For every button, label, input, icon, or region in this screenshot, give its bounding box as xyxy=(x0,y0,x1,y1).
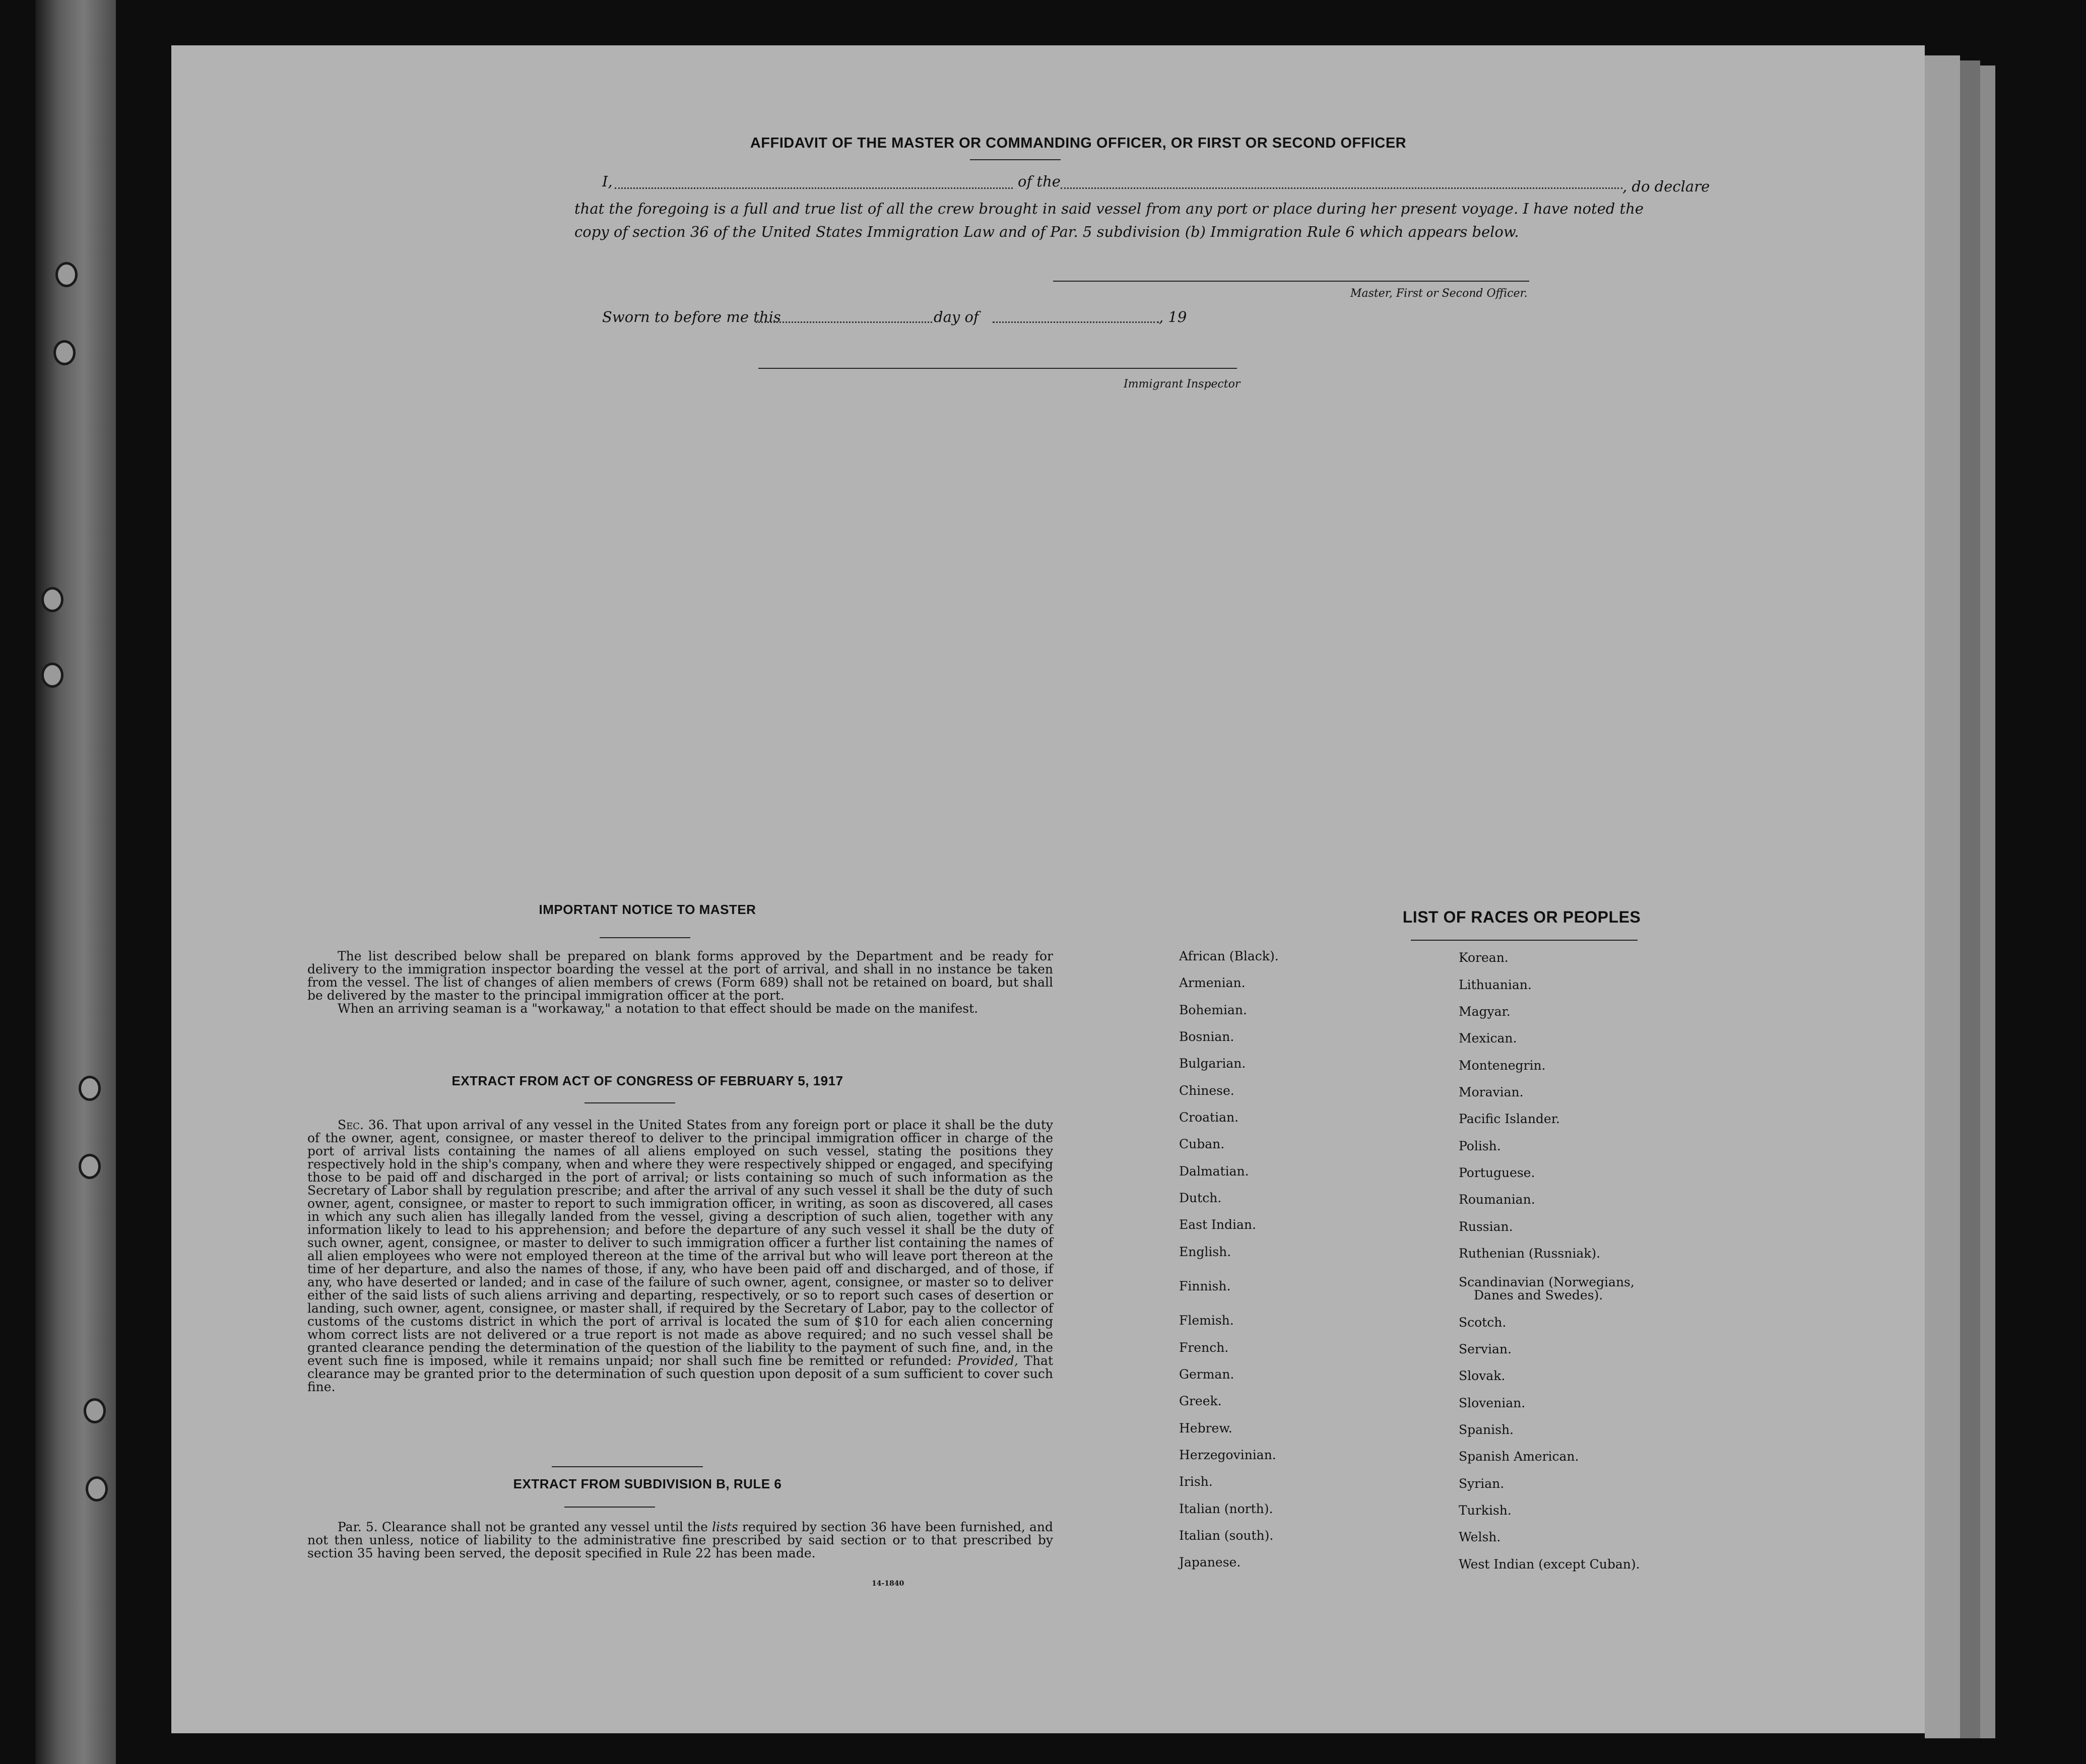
race-item: Montenegrin. xyxy=(1459,1058,1546,1073)
race-item: Mexican. xyxy=(1459,1031,1517,1046)
race-item: Roumanian. xyxy=(1459,1192,1535,1207)
sworn-month-field[interactable] xyxy=(993,321,1159,323)
race-item: English. xyxy=(1179,1245,1231,1259)
race-item: Italian (south). xyxy=(1179,1528,1274,1543)
race-item: Bulgarian. xyxy=(1179,1056,1246,1071)
sec-label: Sec. 36. xyxy=(338,1118,388,1132)
affidavit-line-2: that the foregoing is a full and true list of all the crew brought in said vessel from any port or place during her present voyage. I have noted the xyxy=(574,200,1644,217)
race-item: Turkish. xyxy=(1459,1503,1512,1518)
race-item: Greek. xyxy=(1179,1394,1222,1408)
rule-extract-text xyxy=(307,1521,1053,1560)
race-item: Herzegovinian. xyxy=(1179,1448,1276,1462)
binder-hole xyxy=(86,1476,108,1501)
manifest-page xyxy=(171,45,1925,1733)
race-item: Croatian. xyxy=(1179,1110,1239,1125)
race-item: Portuguese. xyxy=(1459,1165,1535,1180)
act-divider xyxy=(584,1102,675,1103)
act-extract-title: EXTRACT FROM ACT OF CONGRESS OF FEBRUARY 5, 1917 xyxy=(451,1073,843,1088)
race-item: Irish. xyxy=(1179,1474,1213,1489)
race-item: Italian (north). xyxy=(1179,1501,1273,1516)
sworn-day-field[interactable] xyxy=(756,321,932,323)
race-item: Danes and Swedes). xyxy=(1474,1288,1603,1302)
binder-hole xyxy=(84,1398,106,1423)
race-item: Scotch. xyxy=(1459,1315,1507,1330)
notice-paragraph-2: When an arriving seaman is a "workaway," a notation to that effect should be made on the manifest. xyxy=(338,1001,979,1016)
race-item: Dutch. xyxy=(1179,1191,1222,1205)
race-item: Russian. xyxy=(1459,1219,1513,1234)
race-item: West Indian (except Cuban). xyxy=(1459,1557,1640,1572)
rule-top-divider xyxy=(552,1466,703,1467)
year-label: , 19 xyxy=(1159,308,1187,325)
race-item: Servian. xyxy=(1459,1342,1512,1356)
rule-text-a: Par. 5. Clearance shall not be granted any vessel until the xyxy=(338,1520,708,1534)
page-edge xyxy=(1925,55,1960,1738)
name-field[interactable] xyxy=(615,187,1013,189)
binder-hole xyxy=(79,1076,101,1101)
binder-hole xyxy=(79,1154,101,1179)
act-text-end: That clearance may be granted prior to the determination of such question upon deposit of a sum sufficient to cover such fine. xyxy=(307,1353,1054,1394)
notice-paragraph-1: The list described below shall be prepared on blank forms approved by the Department and be ready for delivery to the immigration inspector boarding the vessel at the port of arrival, and shall in no instance be taken from the vessel. The list of changes of alien members of crews (Form 689) shall not be retained on board, but shall be delivered by the master to the principal immigration officer at the port. xyxy=(307,949,1053,1003)
race-item: Pacific Islander. xyxy=(1459,1112,1560,1126)
race-item: Armenian. xyxy=(1179,975,1246,990)
inspector-signature-line[interactable] xyxy=(758,368,1237,369)
race-item: Chinese. xyxy=(1179,1083,1234,1098)
provided-word: Provided, xyxy=(957,1353,1018,1368)
notice-divider xyxy=(600,937,690,938)
race-item: Scandinavian (Norwegians, xyxy=(1459,1275,1635,1289)
inspector-label: Immigrant Inspector xyxy=(1124,378,1241,390)
i-label: I, xyxy=(602,173,613,190)
day-of-label: day of xyxy=(934,308,979,325)
race-item: Dalmatian. xyxy=(1179,1164,1249,1179)
race-item: Bosnian. xyxy=(1179,1029,1234,1044)
master-signature-label: Master, First or Second Officer. xyxy=(1350,287,1528,300)
form-number: 14-1840 xyxy=(872,1580,904,1588)
race-item: Polish. xyxy=(1459,1139,1501,1153)
notice-title: IMPORTANT NOTICE TO MASTER xyxy=(539,902,756,917)
declare-label: , do declare xyxy=(1622,178,1710,195)
page-edge xyxy=(1980,66,1995,1738)
rule-extract-title: EXTRACT FROM SUBDIVISION B, RULE 6 xyxy=(513,1476,782,1491)
binder-hole xyxy=(55,262,78,287)
act-text: That upon arrival of any vessel in the United States from any foreign port or place it shall be the duty of the owner, agent, consignee, or master thereof to deliver to the principal immigration officer in charge of the port of arrival lists containing the names of all aliens employed on such vessel, stating the positions they respectively hold in the ship's company, when and where they were respectively shipped or engaged, and specifying those to be paid off and discharged in the port of arrival; or lists containing so much of such information as the Secretary of Labor shall by regulation prescribe; and after the arrival of any such vessel it shall be the duty of such owner, agent, consignee, or master to report to such immigration officer, in writing, as soon as discovered, all cases in which any such alien has illegally landed from the vessel, giving a description of such alien, together with any information likely to lead to his apprehension; and before the departure of any such vessel it shall be the duty of such owner, agent, consignee, or master to deliver to such immigration officer a further list containing the names of all alien employees who were not employed thereon at the time of the arrival but who will leave port thereon at the time of her departure, and also the names of those, if any, who have been paid off and discharged, and of those, if any, who have deserted or landed; and in case of the failure of such owner, agent, consignee, or master so to deliver either of the said lists of such aliens arriving and departing, respectively, or so to report such cases of desertion or landing, such owner, agent, consignee, or master shall, if required by the Secretary of Labor, pay to the collector of customs of the customs district in which the port of arrival is located the sum of $10 for each alien concerning whom correct lists are not delivered or a true report is not made as above required; and no such vessel shall be granted clearance pending the determination of the question of the liability to the payment of such fine, and, in the event such fine is imposed, while it remains unpaid; nor shall such fine be remitted or refunded: xyxy=(307,1118,1053,1368)
race-item: Japanese. xyxy=(1179,1555,1241,1570)
race-item: Flemish. xyxy=(1179,1313,1234,1328)
affidavit-title: AFFIDAVIT OF THE MASTER OR COMMANDING OFFICER, OR FIRST OR SECOND OFFICER xyxy=(750,135,1407,151)
page-edge xyxy=(1960,60,1980,1738)
sworn-label: Sworn to before me this xyxy=(602,308,781,325)
race-item: Korean. xyxy=(1459,950,1509,965)
race-item: Slovenian. xyxy=(1459,1396,1526,1410)
races-title: LIST OF RACES OR PEOPLES xyxy=(1402,908,1641,926)
race-item: Cuban. xyxy=(1179,1137,1225,1151)
race-item: Finnish. xyxy=(1179,1279,1231,1293)
rule-text-b: required by section 36 have been furnished, and not then unless, notice of liability to the administrative fine prescribed by said section or to that prescribed by section 35 having been served, the deposit specified in Rule 22 has been made. xyxy=(307,1520,1054,1560)
rule-divider xyxy=(564,1507,655,1508)
race-item: Moravian. xyxy=(1459,1085,1524,1099)
races-left-column xyxy=(1174,45,1476,1733)
affidavit-line-3: copy of section 36 of the United States Immigration Law and of Par. 5 subdivision (b) Immigration Rule 6 which appears below. xyxy=(574,223,1519,240)
race-item: Bohemian. xyxy=(1179,1003,1247,1017)
race-item: Slovak. xyxy=(1459,1368,1506,1383)
race-item: Spanish. xyxy=(1459,1422,1514,1437)
binder-hole xyxy=(41,587,63,612)
binder-strip xyxy=(35,0,116,1764)
race-item: Ruthenian (Russniak). xyxy=(1459,1246,1601,1261)
race-item: African (Black). xyxy=(1179,949,1279,963)
race-item: French. xyxy=(1179,1340,1229,1355)
act-extract-text xyxy=(307,1119,1053,1394)
race-item: Syrian. xyxy=(1459,1476,1505,1491)
race-item: Lithuanian. xyxy=(1459,977,1532,992)
of-the-label: of the xyxy=(1018,173,1061,190)
race-item: German. xyxy=(1179,1367,1234,1382)
races-right-column xyxy=(1459,45,1862,1733)
race-item: Spanish American. xyxy=(1459,1449,1579,1464)
notice-text xyxy=(307,950,1053,1015)
race-item: Magyar. xyxy=(1459,1004,1511,1019)
race-item: Welsh. xyxy=(1459,1530,1501,1544)
race-item: Hebrew. xyxy=(1179,1421,1232,1435)
lists-word: lists xyxy=(712,1520,738,1534)
race-item: East Indian. xyxy=(1179,1217,1256,1232)
title-divider xyxy=(970,159,1061,160)
binder-hole xyxy=(53,340,76,365)
binder-hole xyxy=(41,663,63,688)
